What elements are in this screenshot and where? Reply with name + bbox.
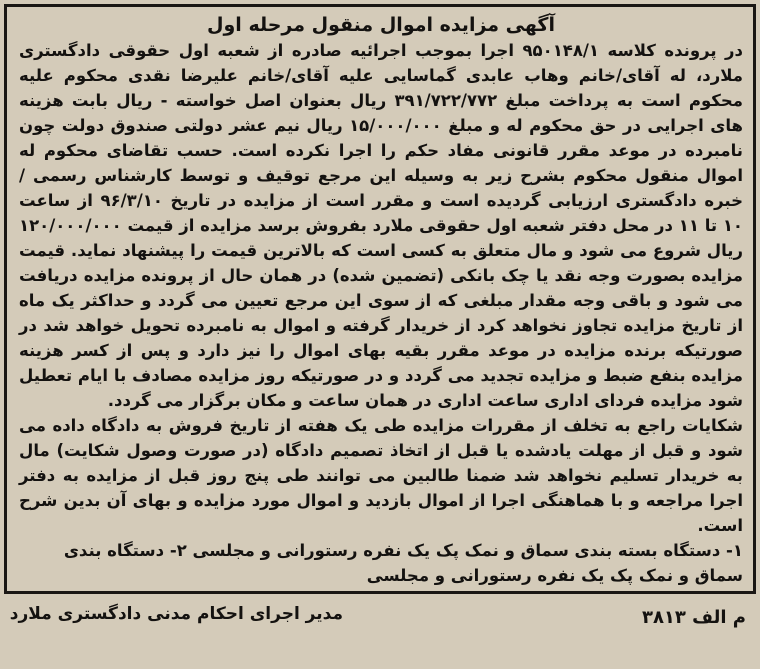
notice-paragraph-2: شکایات راجع به تخلف از مقررات مزایده طی یک هفته از تاریخ فروش به دادگاه داده می شود و قبل از مهلت یادشده یا قبل از اتخاذ تصمیم دادگاه (در صورت وصول شکایت) مال به خریدار تسلیم نخواهد شد ضمنا طالبین می توانند طی پنج روز قبل از مزایده به دفتر اجرا مراجعه و با هماهنگی اجرا از اموال بازدید و اموال مورد مزایده و بهای آن بدین شرح است.: [19, 416, 743, 535]
reference-number: م الف ۳۸۱۳: [641, 607, 746, 628]
notice-title: آگهی مزایده اموال منقول مرحله اول: [207, 14, 555, 36]
notice-paragraph-1: در پرونده کلاسه ۹۵۰۱۴۸/۱ اجرا بموجب اجرائیه صادره از شعبه اول حقوقی دادگستری ملارد، له آقای/خانم وهاب عابدی گماسایی علیه آقای/خانم علیرضا نقدی محکوم علیه محکوم است به پرداخت مبلغ ۳۹۱/۷۲۲/۷۷۲ ریال بعنوان اصل خواسته - ریال بابت هزینه های اجرایی در حق محکوم له و مبلغ ۱۵/۰۰۰/۰۰۰ ریال نیم عشر دولتی صندوق دولت چون نامبرده در موعد مقرر قانونی مفاد حکم را اجرا نکرده است. حسب تقاضای محکوم له اموال منقول محکوم بشرح زیر به وسیله این مرجع توقیف و توسط کارشناس رسمی / خبره دادگستری ارزیابی گردیده است و مقرر است از مزایده در تاریخ ۹۶/۳/۱۰ از ساعت ۱۰ تا ۱۱ در محل دفتر شعبه اول حقوقی ملارد بفروش برسد مزایده از قیمت ۱۲۰/۰۰۰/۰۰۰ ریال شروع می شود و مال متعلق به کسی است که بالاترین قیمت را پیشنهاد نماید. قیمت مزایده بصورت وجه نقد یا چک بانکی (تضمین شده) در همان حال از پرونده مزایده دریافت می شود و باقی وجه مقدار مبلغی که از سوی این مرجع تعیین می گردد و حداکثر یک ماه از تاریخ مزایده تجاوز نخواهد کرد از خریدار گرفته و اموال به نامبرده تحویل خواهد شد در صورتیکه برنده مزایده در موعد مقرر بقیه بهای اموال را نیز دارد و پس از کسر هزینه مزایده بنفع ضبط و مزایده تجدید می گردد و در صورتیکه روز مزایده مصادف با ایام تعطیل شود مزایده فردای اداری ساعت اداری در همان ساعت و مکان برگزار می گردد.: [19, 41, 744, 410]
auction-items: ۱- دستگاه بسته بندی سماق و نمک پک یک نفره رستورانی و مجلسی ۲- دستگاه بندی سماق و نمک پک یک نفره رستورانی و مجلسی: [63, 541, 743, 585]
signature-line: مدیر اجرای احکام مدنی دادگستری ملارد: [9, 604, 343, 624]
notice-body: [19, 38, 743, 538]
